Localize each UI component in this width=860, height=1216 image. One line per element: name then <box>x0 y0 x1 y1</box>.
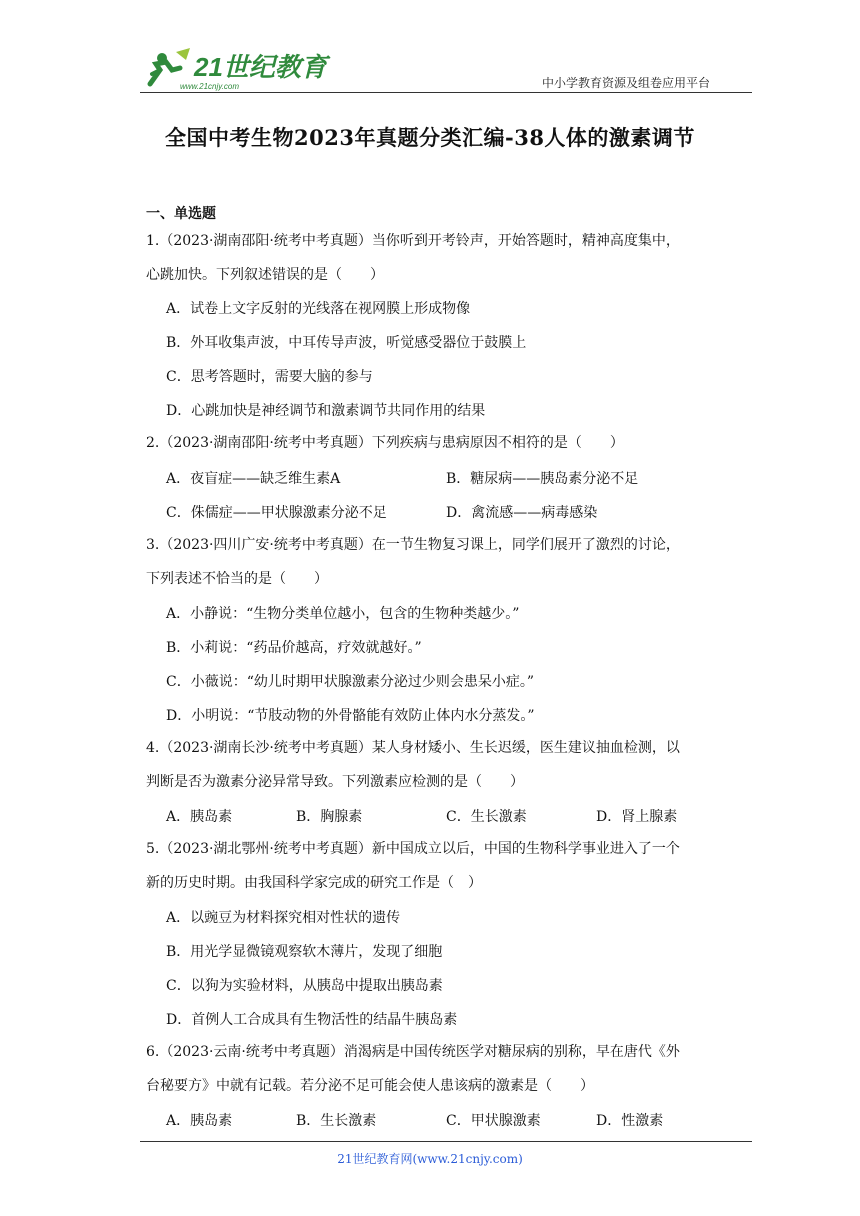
question-stem: 1.（2023·湖南邵阳·统考中考真题）当你听到开考铃声，开始答题时，精神高度集中， <box>146 233 680 249</box>
logo-url: www.21cnjy.com <box>180 82 239 91</box>
question-1 <box>146 224 752 292</box>
option-d: D．禽流感——病毒感染 <box>446 505 598 521</box>
option-a: A．试卷上文字反射的光线落在视网膜上形成物像 <box>166 301 471 317</box>
footer-link[interactable]: 21世纪教育网(www.21cnjy.com) <box>337 1152 523 1166</box>
option-c: C．以狗为实验材料，从胰岛中提取出胰岛素 <box>166 978 443 994</box>
option-c: C．思考答题时，需要大脑的参与 <box>166 369 373 385</box>
option-d: D．首例人工合成具有生物活性的结晶牛胰岛素 <box>166 1012 458 1028</box>
runner-logo-icon <box>140 44 327 92</box>
option-a: A．胰岛素 <box>166 1113 233 1129</box>
question-6 <box>146 1035 752 1103</box>
question-2 <box>146 426 752 460</box>
option-b: B．糖尿病——胰岛素分泌不足 <box>446 471 639 487</box>
logo-wordmark: 21世纪教育 <box>194 52 327 82</box>
question-stem: 4.（2023·湖南长沙·统考中考真题）某人身材矮小、生长迟缓，医生建议抽血检测，以 <box>146 740 680 756</box>
question-5 <box>146 832 752 900</box>
question-4 <box>146 731 752 799</box>
option-b: B．胸腺素 <box>296 809 363 825</box>
question-stem: 3.（2023·四川广安·统考中考真题）在一节生物复习课上，同学们展开了激烈的讨论， <box>146 537 680 553</box>
option-d: D．肾上腺素 <box>596 809 678 825</box>
page-title: 全国中考生物2023年真题分类汇编-38人体的激素调节 <box>165 125 695 150</box>
option-c: C．甲状腺激素 <box>446 1113 541 1129</box>
option-a: A．胰岛素 <box>166 809 233 825</box>
option-b: B．用光学显微镜观察软木薄片，发现了细胞 <box>166 944 443 960</box>
section-heading: 一、单选题 <box>146 206 216 222</box>
option-c: C．侏儒症——甲状腺激素分泌不足 <box>166 505 387 521</box>
option-d: D．小明说：“节肢动物的外骨骼能有效防止体内水分蒸发。” <box>166 708 535 724</box>
option-c: C．小薇说：“幼儿时期甲状腺激素分泌过少则会患呆小症。” <box>166 674 535 690</box>
option-a: A．以豌豆为材料探究相对性状的遗传 <box>166 910 401 926</box>
question-3 <box>146 528 752 596</box>
question-stem: 心跳加快。下列叙述错误的是（ ） <box>146 267 384 283</box>
site-logo <box>140 44 327 92</box>
question-stem: 新的历史时期。由我国科学家完成的研究工作是（ ） <box>146 875 482 891</box>
question-stem: 6.（2023·云南·统考中考真题）消渴病是中国传统医学对糖尿病的别称，早在唐代《外 <box>146 1044 680 1060</box>
option-a: A．夜盲症——缺乏维生素A <box>166 471 341 487</box>
question-stem: 判断是否为激素分泌异常导致。下列激素应检测的是（ ） <box>146 774 524 790</box>
option-d: D．性激素 <box>596 1113 664 1129</box>
platform-label: 中小学教育资源及组卷应用平台 <box>541 76 710 90</box>
question-stem: 5.（2023·湖北鄂州·统考中考真题）新中国成立以后，中国的生物科学事业进入了一个 <box>146 841 680 857</box>
question-stem: 下列表述不恰当的是（ ） <box>146 571 328 587</box>
option-b: B．生长激素 <box>296 1113 377 1129</box>
option-b: B．外耳收集声波，中耳传导声波，听觉感受器位于鼓膜上 <box>166 335 527 351</box>
option-b: B．小莉说：“药品价越高，疗效就越好。” <box>166 640 422 656</box>
footer-divider <box>140 1141 752 1142</box>
option-d: D．心跳加快是神经调节和激素调节共同作用的结果 <box>166 403 486 419</box>
header-divider <box>140 92 752 93</box>
option-a: A．小静说：“生物分类单位越小，包含的生物种类越少。” <box>166 606 520 622</box>
option-c: C．生长激素 <box>446 809 527 825</box>
question-stem: 2.（2023·湖南邵阳·统考中考真题）下列疾病与患病原因不相符的是（ ） <box>146 435 624 451</box>
question-stem: 台秘要方》中就有记载。若分泌不足可能会使人患该病的激素是（ ） <box>146 1078 594 1094</box>
